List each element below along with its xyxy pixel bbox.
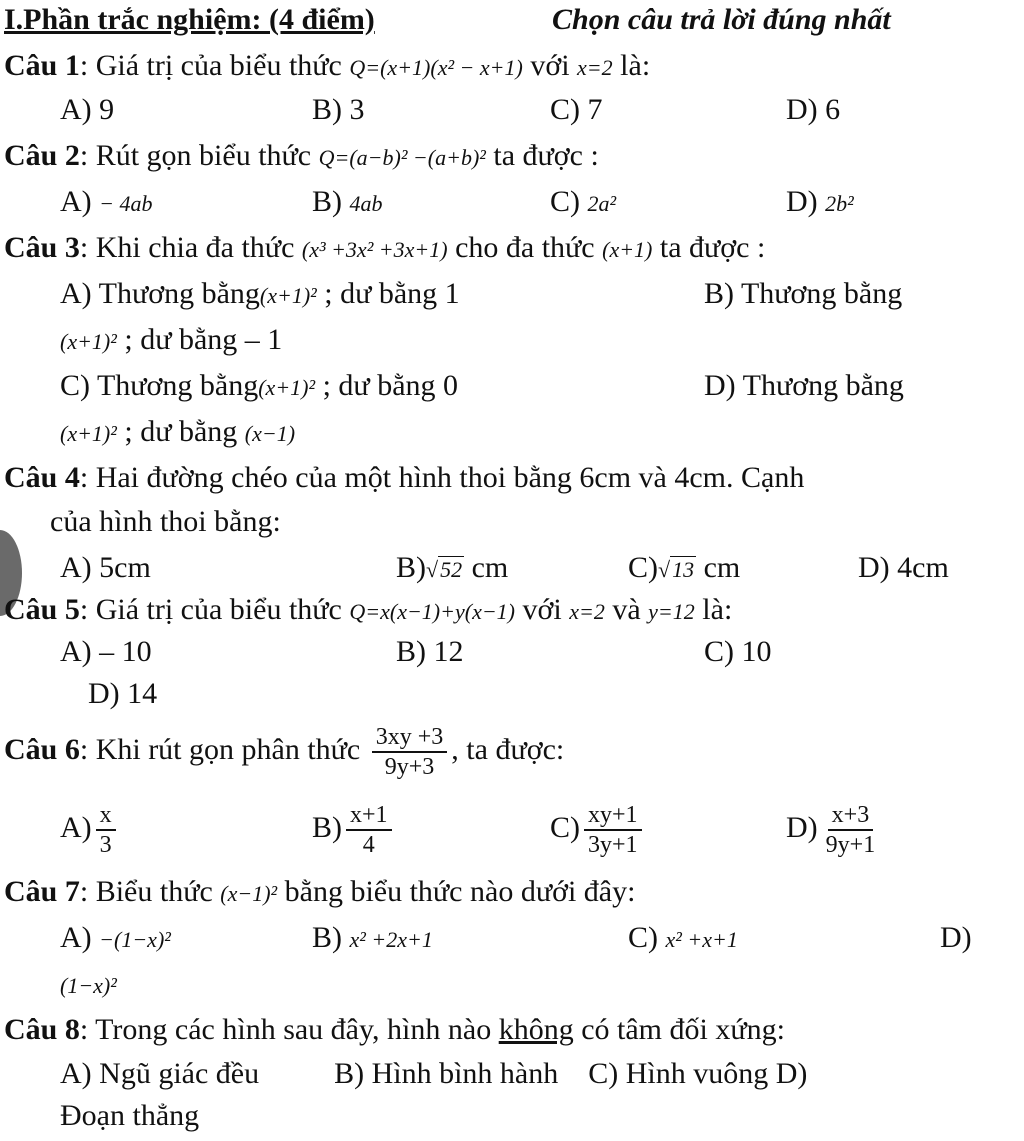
q4-option-d[interactable]: D) 4cm bbox=[858, 551, 949, 584]
question-8: Câu 8: Trong các hình sau đây, hình nào không có tâm đối xứng: bbox=[4, 1013, 785, 1046]
q1-option-b[interactable]: B) 3 bbox=[312, 93, 365, 126]
instruction: Chọn câu trả lời đúng nhất bbox=[552, 3, 891, 36]
section-header bbox=[4, 0, 375, 40]
q3-option-c[interactable]: C) Thương bằng(x+1)² ; dư bằng 0 bbox=[60, 369, 459, 402]
q4-option-c[interactable]: C)√13 cm bbox=[628, 551, 741, 584]
q3-option-b[interactable]: B) Thương bằng bbox=[704, 277, 903, 310]
q4-option-b[interactable]: B)√52 cm bbox=[396, 551, 509, 584]
q1-option-a[interactable]: A) 9 bbox=[60, 93, 115, 126]
q1-option-c[interactable]: C) 7 bbox=[550, 93, 603, 126]
q1-option-d[interactable]: D) 6 bbox=[786, 93, 841, 126]
q6-fraction: $\frac{3xy +3}{9y+3}$ bbox=[372, 723, 448, 781]
q7-option-d-cont: (1−x)² bbox=[60, 973, 117, 998]
q2-option-c[interactable]: C) 2a² bbox=[550, 185, 617, 218]
q2-option-d[interactable]: D) 2b² bbox=[786, 185, 854, 218]
question-2: Câu 2: Rút gọn biểu thức Q=(a−b)² −(a+b)² ta được : bbox=[4, 139, 599, 172]
q8-options[interactable]: A) Ngũ giác đều B) Hình bình hành C) Hình vuông D) bbox=[60, 1057, 808, 1090]
q3-option-a[interactable]: A) Thương bằng(x+1)² ; dư bằng 1 bbox=[60, 277, 460, 310]
question-4-cont: của hình thoi bằng: bbox=[50, 505, 281, 538]
question-7: Câu 7: Biểu thức (x−1)² bằng biểu thức nào dưới đây: bbox=[4, 875, 636, 908]
question-3: Câu 3: Khi chia đa thức (x³ +3x² +3x+1) cho đa thức (x+1) ta được : bbox=[4, 231, 766, 264]
q2-option-b[interactable]: B) 4ab bbox=[312, 185, 383, 218]
q6-option-c[interactable]: C) $\frac{xy+1}{3y+1}$ bbox=[550, 796, 646, 860]
question-5: Câu 5: Giá trị của biểu thức Q=x(x−1)+y(x−1) với x=2 và y=12 là: bbox=[4, 593, 733, 626]
section-title: I.Phần trắc nghiệm: (4 điểm) bbox=[4, 3, 375, 36]
q8-option-d-cont: Đoạn thẳng bbox=[60, 1099, 200, 1132]
q6-option-d[interactable]: D) $\frac{x+3}{9y+1}$ bbox=[786, 802, 876, 859]
q7-option-a[interactable]: A) −(1−x)² bbox=[60, 921, 171, 954]
q3-option-d-cont: (x+1)² ; dư bằng (x−1) bbox=[60, 415, 296, 448]
q3-option-d[interactable]: D) Thương bằng bbox=[704, 369, 904, 402]
q5-option-a[interactable]: A) – 10 bbox=[60, 635, 152, 668]
q6-option-b[interactable]: B) $\frac{x+1}{4}$ bbox=[312, 796, 396, 860]
q6-option-a[interactable]: A) $\frac{x}{3}$ bbox=[60, 796, 120, 860]
q2-option-a[interactable]: A) − 4ab bbox=[60, 185, 153, 218]
q5-option-b[interactable]: B) 12 bbox=[396, 635, 464, 668]
question-4: Câu 4: Hai đường chéo của một hình thoi bằng 6cm và 4cm. Cạnh bbox=[4, 461, 805, 494]
question-1: Câu 1: Giá trị của biểu thức Q=(x+1)(x² − x+1) với x=2 là: bbox=[4, 49, 651, 82]
q3-option-b-cont: (x+1)² ; dư bằng – 1 bbox=[60, 323, 283, 356]
q7-option-b[interactable]: B) x² +2x+1 bbox=[312, 921, 433, 954]
q5-option-c[interactable]: C) 10 bbox=[704, 635, 772, 668]
q5-option-d[interactable]: D) 14 bbox=[88, 677, 158, 710]
question-6: Câu 6: Khi rút gọn phân thức $\frac{3xy +3}{9y+3}$ , ta được: bbox=[4, 724, 565, 781]
q4-option-a[interactable]: A) 5cm bbox=[60, 551, 151, 584]
q7-option-d[interactable]: D) bbox=[940, 921, 972, 954]
q7-option-c[interactable]: C) x² +x+1 bbox=[628, 921, 738, 954]
